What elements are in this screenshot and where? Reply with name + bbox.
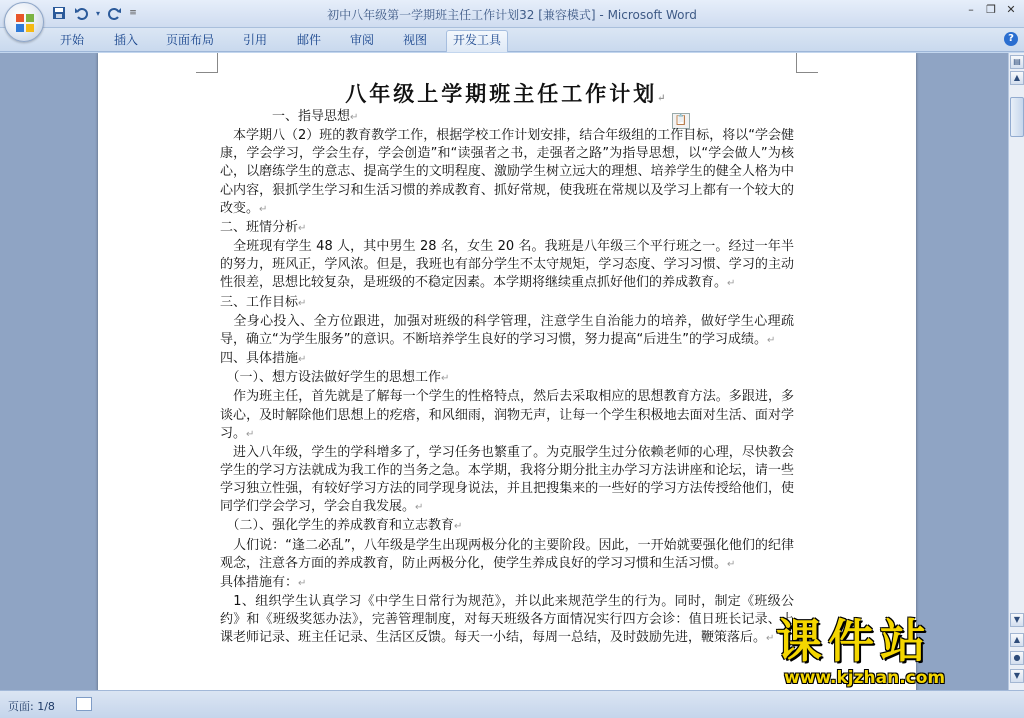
paragraph: 进入八年级，学生的学科增多了，学习任务也繁重了。为克服学生过分依赖老师的心理，尽快教会学生的学习方法就成为我工作的当务之急。本学期，我将分期分批主办学习方法讲座和论坛，请一些学习独立性强，有较好学习方法的同学现身说法，并且把搜集来的一些好的学习方法传授给他们，使同学们学会学习，学会自我发展。↵ (220, 444, 794, 515)
status-bar (0, 690, 1024, 718)
paragraph: 二、班情分析↵ (220, 219, 307, 235)
tab-references[interactable]: 引用 (243, 33, 268, 47)
tab-mailings[interactable]: 邮件 (297, 33, 322, 47)
scroll-up-icon[interactable]: ▲ (1010, 71, 1024, 85)
page-count[interactable]: 页面: 1/8 (8, 700, 55, 713)
paragraph: 1、组织学生认真学习《中学生日常行为规范》，并以此来规范学生的行为。同时，制定《班级公约》和《班级奖惩办法》，完善管理制度，对每天班级各方面情况实行四方会诊：值日班长记录、上课老师记录、班主任记录、生活区反馈。每天一小结，每周一总结，及时鼓励先进，鞭策落后。↵ (220, 594, 794, 646)
help-icon[interactable]: ? (1004, 32, 1018, 46)
paragraph: 全身心投入、全方位跟进，加强对班级的科学管理，注意学生自治能力的培养，做好学生心理疏导，确立“为学生服务”的意识。不断培养学生良好的学习习惯，努力提高“后进生”的学习成绩。↵ (220, 313, 794, 347)
paste-options-icon[interactable]: 📋 (672, 113, 690, 129)
window-title: 初中八年级第一学期班主任工作计划32 [兼容模式] - Microsoft Word (327, 8, 697, 22)
paragraph: 全班现有学生 48 人，其中男生 28 名，女生 20 名。我班是八年级三个平行班之一。经过一年半的努力，班风正，学风浓。但是，我班也有部分学生不太守规矩，学习态度、学习习惯、学习的主动性很差，思想比较复杂，是班级的不稳定因素。本学期将继续重点抓好他们的养成教育。↵ (220, 239, 794, 291)
ruler-toggle-icon[interactable]: ▤ (1010, 55, 1024, 69)
watermark-text: 课件站 (776, 614, 932, 668)
tab-view[interactable]: 视图 (403, 33, 428, 47)
watermark-logo (776, 614, 1022, 688)
next-page-icon[interactable]: ▼ (1010, 669, 1024, 683)
watermark-url: www.kjzhan.com (784, 668, 946, 688)
previous-page-icon[interactable]: ▲ (1010, 633, 1024, 647)
scroll-thumb[interactable] (1010, 97, 1024, 137)
paragraph: 本学期八（2）班的教育教学工作，根据学校工作计划安排，结合年级组的工作目标，将以“学会健康，学会学习，学会生存，学会创造”和“读强者之书，走强者之路”为指导思想，以“学会做人”为核心，以磨练学生的意志、提高学生的文明程度、激励学生树立远大的理想、培养学生的健全人格为中心内容，狠抓学生学习和生活习惯的养成教育、抓好常规，使我班在常规以及学习上都有一个较大的改变。↵ (220, 128, 795, 216)
window-controls (962, 2, 1020, 18)
title-bar (0, 0, 1024, 28)
paragraph: （二）、强化学生的养成教育和立志教育↵ (220, 518, 463, 534)
paragraph: 四、具体措施↵ (220, 351, 307, 367)
chevron-down-icon[interactable]: ▾ (95, 8, 100, 18)
paragraph: 作为班主任，首先就是了解每一个学生的性格特点，然后去采取相应的思想教育方法。多跟进，多谈心，及时解除他们思想上的疙瘩，和风细雨，润物无声，让每一个学生积极地去面对生活、面对学习。↵ (220, 389, 794, 441)
tab-review[interactable]: 审阅 (350, 33, 375, 47)
office-button[interactable] (4, 2, 44, 42)
tab-developer[interactable]: 开发工具 (446, 30, 508, 52)
browse-object-icon[interactable]: ● (1010, 651, 1024, 665)
vertical-scrollbar[interactable] (1008, 53, 1024, 690)
ribbon-tabs (0, 28, 1024, 52)
tab-home[interactable]: 开始 (60, 33, 85, 47)
paragraph: （一）、想方设法做好学生的思想工作↵ (220, 370, 450, 386)
document-title: 八年级上学期班主任工作计划↵ (345, 81, 669, 106)
minimize-icon[interactable]: – (968, 3, 974, 16)
paragraph: 具体措施有：↵ (220, 574, 307, 590)
scroll-down-icon[interactable]: ▼ (1010, 613, 1024, 627)
tab-insert[interactable]: 插入 (114, 33, 139, 47)
restore-icon[interactable]: ❐ (986, 3, 996, 16)
paragraph: 三、工作目标↵ (220, 294, 307, 310)
tab-page-layout[interactable]: 页面布局 (166, 33, 215, 47)
margin-corner-top-left (196, 53, 218, 73)
document-area[interactable] (0, 53, 1008, 690)
proofing-icon[interactable] (76, 697, 92, 711)
paragraph: 人们说：“逢二必乱”，八年级是学生出现两极分化的主要阶段。因此，一开始就要强化他们的纪律观念，注意各方面的养成教育，防止两极分化，使学生养成良好的学习习惯和生活习惯。↵ (220, 537, 794, 571)
paragraph: 一、指导思想↵ (220, 109, 359, 124)
margin-corner-top-right (796, 53, 818, 73)
customize-icon[interactable]: ≡ (129, 8, 137, 18)
document-body[interactable] (220, 108, 794, 649)
document-page[interactable] (98, 53, 916, 690)
office-logo-icon (14, 12, 36, 34)
close-icon[interactable]: ✕ (1006, 3, 1016, 16)
